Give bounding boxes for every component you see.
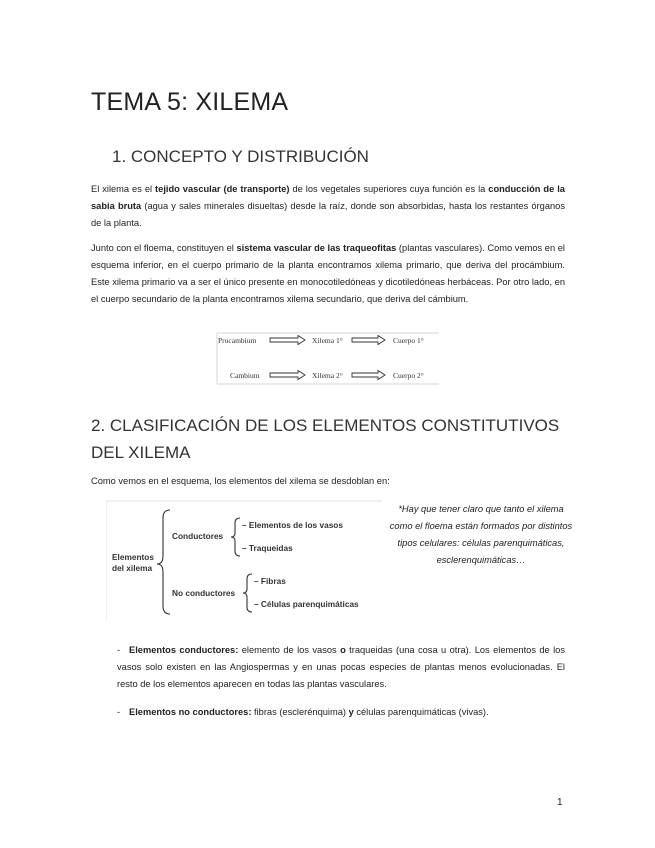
diagram-xilema-2: Xilema 2° — [312, 371, 343, 380]
diagram-procambium: Procambium — [218, 336, 257, 345]
diagram-cuerpo-2: Cuerpo 2° — [393, 371, 424, 380]
page-number: 1 — [557, 797, 563, 808]
section-2-heading: 2. CLASIFICACIÓN DE LOS ELEMENTOS CONSTITUTIVOS DEL XILEMA — [91, 416, 560, 462]
paragraph-intro: Como vemos en el esquema, los elementos del xilema se desdoblan en: — [91, 476, 390, 486]
arrow-4 — [352, 371, 385, 380]
scheme-root-line2: del xilema — [112, 563, 153, 573]
arrow-2 — [352, 336, 385, 345]
classification-scheme — [106, 500, 382, 621]
bullet-dash: - — [117, 707, 121, 717]
page-title: TEMA 5: XILEMA — [91, 88, 289, 116]
scheme-item-fibras: – Fibras — [254, 576, 286, 586]
scheme-root-line1: Elementos — [112, 552, 154, 562]
brace-conductores — [231, 518, 240, 556]
scheme-group-conductores: Conductores — [172, 531, 224, 541]
origin-diagram — [216, 331, 440, 386]
arrow-1 — [270, 336, 305, 345]
bullet-conductores: - Elementos conductores: elemento de los vasos o traqueidas (una cosa u otra). Los elementos de los vasos solo existen en las Angiospermas y en unas pocas especies de plantas menos evolucionadas. El resto de los elementos aparecen en todas las plantas vasculares. — [117, 642, 565, 693]
bullet-no-conductores: - Elementos no conductores: fibras (esclerénquima) y células parenquimáticas (vivas). — [117, 704, 565, 721]
note-text: *Hay que tener claro que tanto el xilema como el floema están formados por distintos tipos celulares: células parenquimáticas, esclerenquimáticas… — [389, 504, 573, 565]
diagram-cuerpo-1: Cuerpo 1° — [393, 336, 424, 345]
scheme-item-traqueidas: – Traqueidas — [242, 543, 293, 553]
scheme-item-vasos: – Elementos de los vasos — [242, 520, 343, 530]
paragraph-definition: El xilema es el tejido vascular (de transporte) de los vegetales superiores cuya función es la conducción de la sabia bruta (agua y sales minerales disueltas) desde la raíz, donde son absorbidas, hasta los restantes órganos de la planta. — [91, 184, 565, 228]
bullet-dash: - — [117, 645, 121, 655]
scheme-item-celulas: – Células parenquimáticas — [254, 599, 359, 609]
arrow-3 — [270, 371, 305, 380]
brace-no-conductores — [243, 574, 252, 612]
section-1-heading: 1. CONCEPTO Y DISTRIBUCIÓN — [112, 147, 369, 166]
scheme-group-no-conductores: No conductores — [172, 588, 236, 598]
diagram-cambium: Cambium — [230, 371, 260, 380]
diagram-xilema-1: Xilema 1° — [312, 336, 343, 345]
brace-main — [157, 510, 170, 614]
paragraph-distribution: Junto con el floema, constituyen el sistema vascular de las traqueofitas (plantas vasculares). Como vemos en el esquema inferior, en el cuerpo primario de la planta encontramos xilema primario, que deriva del procámbium. Este xilema primario va a ser el único presente en monocotiledóneas y dicotiledóneas herbáceas. Por otro lado, en el cuerpo secundario de la planta encontramos xilema secundario, que deriva del cámbium. — [91, 243, 565, 304]
